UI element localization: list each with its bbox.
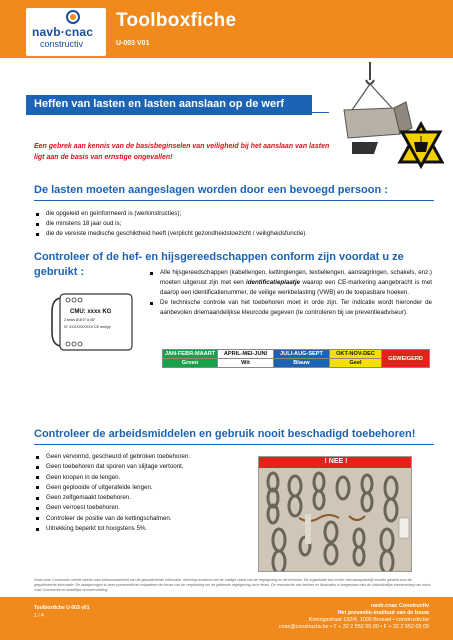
table-cell: OKT-NOV-DEC [330, 350, 382, 359]
logo-dot-icon [70, 14, 76, 20]
damaged-chains-icon [259, 468, 412, 572]
tag-line3: N° XXXXXXXXXX CE mm/yy [64, 325, 111, 329]
nee-text: ! NEE ! [324, 458, 348, 465]
logo [26, 8, 106, 56]
heading-lifting-tools: Controleer of de hef- en hijsgereedschappen conform zijn voordat u ze gebruikt : [34, 251, 404, 278]
list-item: die opgeleid en geïnformeerd is (werkinstructies); [34, 209, 434, 219]
list-item [148, 268, 432, 298]
authorized-person-list [34, 209, 434, 239]
list-item: Geen zelfgemaakt toebehoren. [34, 493, 234, 503]
list-item: Geen geplooide of uitgerafelde lengen. [34, 483, 234, 493]
section-title: Heffen van lasten en lasten aanslaan op de werf [34, 98, 285, 110]
header-bar [0, 0, 453, 58]
identification-tag-illustration [50, 292, 134, 352]
table-cell: JULI-AUG-SEPT [274, 350, 330, 359]
lifting-tools-list [148, 268, 432, 318]
lifting-warning-illustration [330, 62, 453, 180]
list-item: die minstens 18 jaar oud is; [34, 219, 434, 229]
footer-page-number: 1 / 4 [34, 613, 44, 619]
nee-banner [259, 457, 412, 468]
footer-address: Koningsstraat 132/4, 1000 Brussel • constructiv.be [308, 617, 429, 623]
list-item: Geen toebehoren dat sporen van slijtage vertoont. [34, 462, 234, 472]
list-item: Uitrekking beperkt tot hoogstens 5%. [34, 524, 234, 534]
table-row [163, 350, 430, 359]
table-cell: Blauw [274, 359, 330, 368]
heading-check-equipment: Controleer de arbeidsmiddelen en gebruik nooit beschadigd toebehoren! [34, 428, 416, 440]
disclaimer-text: Navb-cnac Constructiv streeft steeds naar betrouwbaarheid van de gepubliceerde informatie, rekening houdend met de huidige stand van de regelgeving en de techniek. De organisatie kan echter niet aansprakelijk worden gesteld voor de gepubliceerde informatie. De raadgevingen in deze preventiefiche omkaderen de keuze van de verplichting om de geldende regelgeving na te leven. De reproductie van teksten en illustraties is toegestaan mits de uitdrukkelijke toestemming van navb-cnac Constructiv en duidelijke bronvermelding. [34, 578, 432, 592]
table-cell: Wit [218, 359, 274, 368]
table-cell: Geel [330, 359, 382, 368]
tag-cmu: CMU: xxxx KG [70, 309, 112, 315]
footer-code: Toolboxfiche U-003 v01 [34, 605, 90, 611]
list-item: De technische controle van het toebehoren moet in orde zijn. Ter indicatie wordt hieronder de aanbevolen driemaandelijkse kleurcode gegeven (te controleren bij uw preventieadviseur). [148, 298, 432, 318]
list-item: Controleer de positie van de kettingschalmen. [34, 514, 234, 524]
warning-text: Een gebrek aan kennis van de basisbeginselen van veiligheid bij het aanslaan van lasten ligt aan de basis van ernstige ongevallen! [34, 143, 330, 161]
logo-sub-text: constructiv [40, 39, 84, 49]
list-item: Geen vervormd, gescheurd of gebroken toebehoren. [34, 452, 234, 462]
table-cell: Groen [163, 359, 218, 368]
divider [34, 444, 434, 445]
equipment-check-list [34, 452, 234, 534]
divider [34, 200, 434, 201]
document-title: Toolboxfiche [116, 10, 237, 31]
footer-contact: cnac@constructiv.be • T + 32 2 552 05 00 • F + 32 2 552 05 05 [278, 624, 429, 630]
heading-authorized-person: De lasten moeten aangeslagen worden door een bevoegd persoon : [34, 184, 388, 196]
bullet1-pre: Alle hijsgereedschappen (kabellengen, kettinglengen, textiellengen, aanslagringen, schakels, enz.) moeten uitgerust zijn met een [160, 269, 432, 286]
table-cell: JAN-FEBR-MAART [163, 350, 218, 359]
section-title-line [312, 112, 329, 113]
list-item: Geen knopen in de lengen. [34, 473, 234, 483]
section-title-bar [26, 95, 312, 115]
bullet1-bold: identificatieplaatje [246, 279, 300, 286]
footer-org-name: navb-cnac Constructiv [370, 603, 429, 609]
list-item: Geen verroest toebehoren. [34, 503, 234, 513]
refused-cell: GEWEIGERD [382, 350, 430, 368]
damaged-equipment-photos [258, 456, 412, 572]
bullet1-post: waarop een CE-markering aangebracht is met daarop een identificatienummer, de veilige werkbelasting (VWB) en de toepasbare hoeken. [160, 279, 432, 296]
footer-org-tagline: Het preventie-instituut van de bouw [337, 610, 429, 616]
logo-main-text: navb·cnac [32, 25, 94, 39]
list-item: die de vereiste medische geschiktheid heeft (verplicht gezondheidstoezicht / veiligheidsfunctie). [34, 229, 434, 239]
table-cell: APRIL-MEI-JUNI [218, 350, 274, 359]
document-code: U-003 V01 [116, 40, 150, 47]
tag-line2: 2 brins Ø,8 0° à 45° [64, 318, 96, 322]
color-code-table [162, 349, 430, 368]
